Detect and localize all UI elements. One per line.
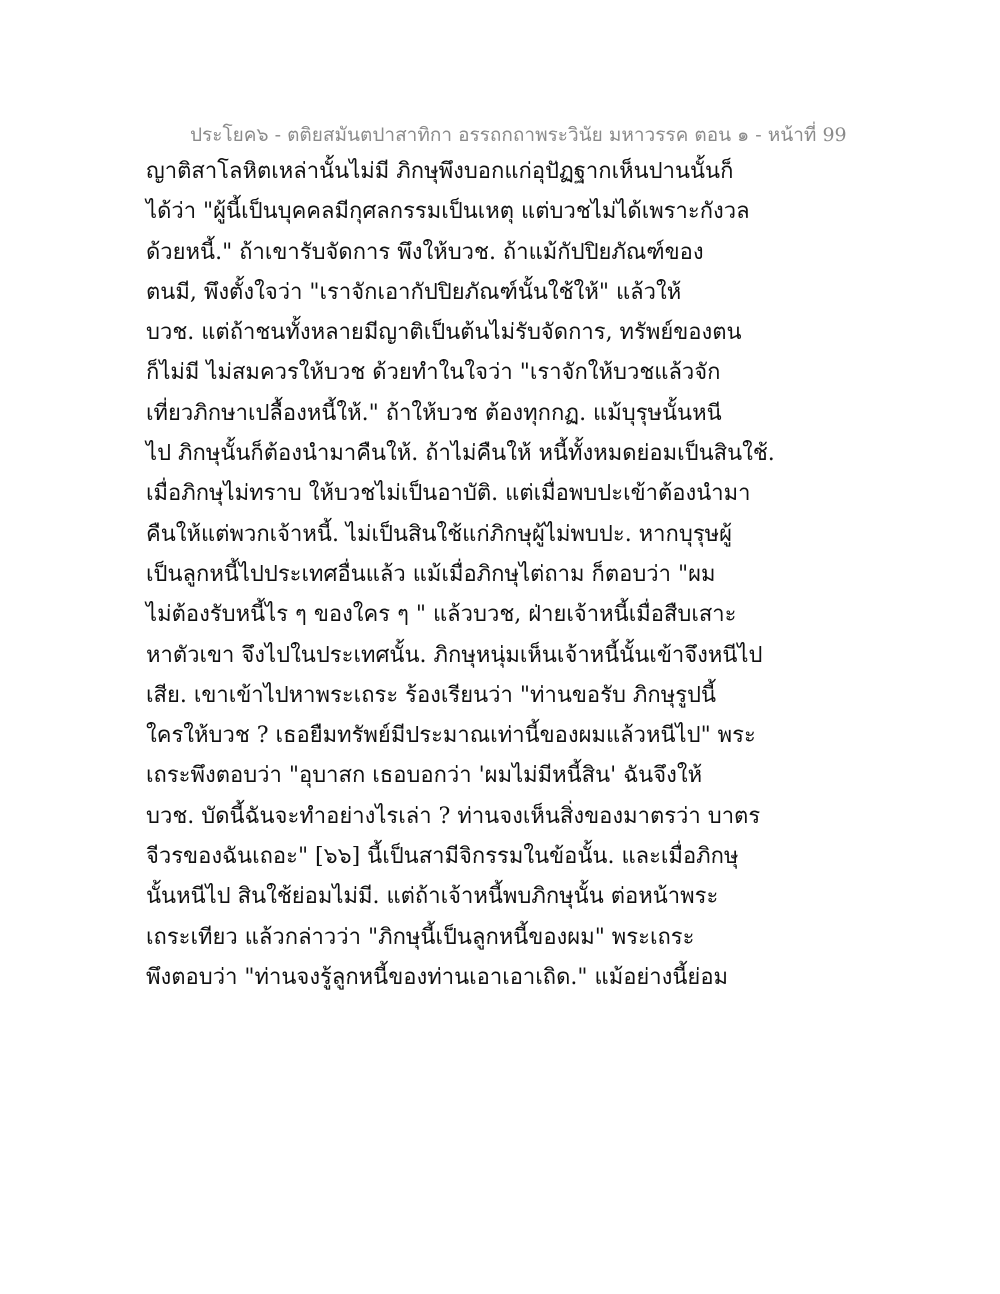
text-line: ก็ไม่มี ไม่สมควรให้บวช ด้วยทำในใจว่า "เราจักให้บวชแล้วจัก xyxy=(146,360,721,386)
text-line: เสีย. เขาเข้าไปหาพระเถระ ร้องเรียนว่า "ท่านขอรับ ภิกษุรูปนี้ xyxy=(146,682,717,708)
text-line: นั้นหนีไป สินใช้ย่อมไม่มี. แต่ถ้าเจ้าหนี้พบภิกษุนั้น ต่อหน้าพระ xyxy=(146,884,719,910)
text-line: ด้วยหนี้." ถ้าเขารับจัดการ พึงให้บวช. ถ้าแม้กัปปิยภัณฑ์ของ xyxy=(146,239,704,265)
running-header: ประโยค๖ - ตติยสมันตปาสาทิกา อรรถกถาพระวินัย มหาวรรค ตอน ๑ - หน้าที่ 99 xyxy=(190,124,847,146)
text-line: หาตัวเขา จึงไปในประเทศนั้น. ภิกษุหนุ่มเห็นเจ้าหนี้นั้นเข้าจึงหนีไป xyxy=(146,642,763,668)
text-line: ตนมี, พึงตั้งใจว่า "เราจักเอากัปปิยภัณฑ์นั้นใช้ให้" แล้วให้ xyxy=(146,279,682,305)
text-line: ได้ว่า "ผู้นี้เป็นบุคคลมีกุศลกรรมเป็นเหตุ แต่บวชไม่ได้เพราะกังวล xyxy=(146,199,750,225)
text-line: เถระเทียว แล้วกล่าวว่า "ภิกษุนี้เป็นลูกหนี้ของผม" พระเถระ xyxy=(146,924,695,950)
text-line: พึงตอบว่า "ท่านจงรู้ลูกหนี้ของท่านเอาเอาเถิด." แม้อย่างนี้ย่อม xyxy=(146,964,729,990)
text-line: คืนให้แต่พวกเจ้าหนี้. ไม่เป็นสินใช้แก่ภิกษุผู้ไม่พบปะ. หากบุรุษผู้ xyxy=(146,521,733,547)
text-line: เมื่อภิกษุไม่ทราบ ให้บวชไม่เป็นอาบัติ. แต่เมื่อพบปะเข้าต้องนำมา xyxy=(146,481,751,507)
text-line: บวช. แต่ถ้าชนทั้งหลายมีญาติเป็นต้นไม่รับจัดการ, ทรัพย์ของตน xyxy=(146,320,742,346)
text-line: ไม่ต้องรับหนี้ไร ๆ ของใคร ๆ " แล้วบวช, ฝ่ายเจ้าหนี้เมื่อสืบเสาะ xyxy=(146,602,737,628)
text-line: เถระพึงตอบว่า "อุบาสก เธอบอกว่า 'ผมไม่มีหนี้สิน' ฉันจึงให้ xyxy=(146,763,703,789)
text-line: ญาติสาโลหิตเหล่านั้นไม่มี ภิกษุพึงบอกแก่อุปัฏฐากเห็นปานนั้นก็ xyxy=(146,159,734,184)
body-text xyxy=(146,152,775,998)
text-line: บวช. บัดนี้ฉันจะทำอย่างไรเล่า ? ท่านจงเห็นสิ่งของมาตรว่า บาตร xyxy=(146,803,761,829)
text-line: จีวรของฉันเถอะ" [๖๖] นี้เป็นสามีจิกรรมในข้อนั้น. และเมื่อภิกษุ xyxy=(146,844,739,870)
text-line: ไป ภิกษุนั้นก็ต้องนำมาคืนให้. ถ้าไม่คืนให้ หนี้ทั้งหมดย่อมเป็นสินใช้. xyxy=(146,441,775,467)
text-line: ใครให้บวช ? เธอยืมทรัพย์มีประมาณเท่านี้ของผมแล้วหนีไป" พระ xyxy=(146,723,756,749)
text-line: เป็นลูกหนี้ไปประเทศอื่นแล้ว แม้เมื่อภิกษุไต่ถาม ก็ตอบว่า "ผม xyxy=(146,561,716,587)
text-line: เที่ยวภิกษาเปลื้องหนี้ให้." ถ้าให้บวช ต้องทุกกฏ. แม้บุรุษนั้นหนี xyxy=(146,400,722,426)
